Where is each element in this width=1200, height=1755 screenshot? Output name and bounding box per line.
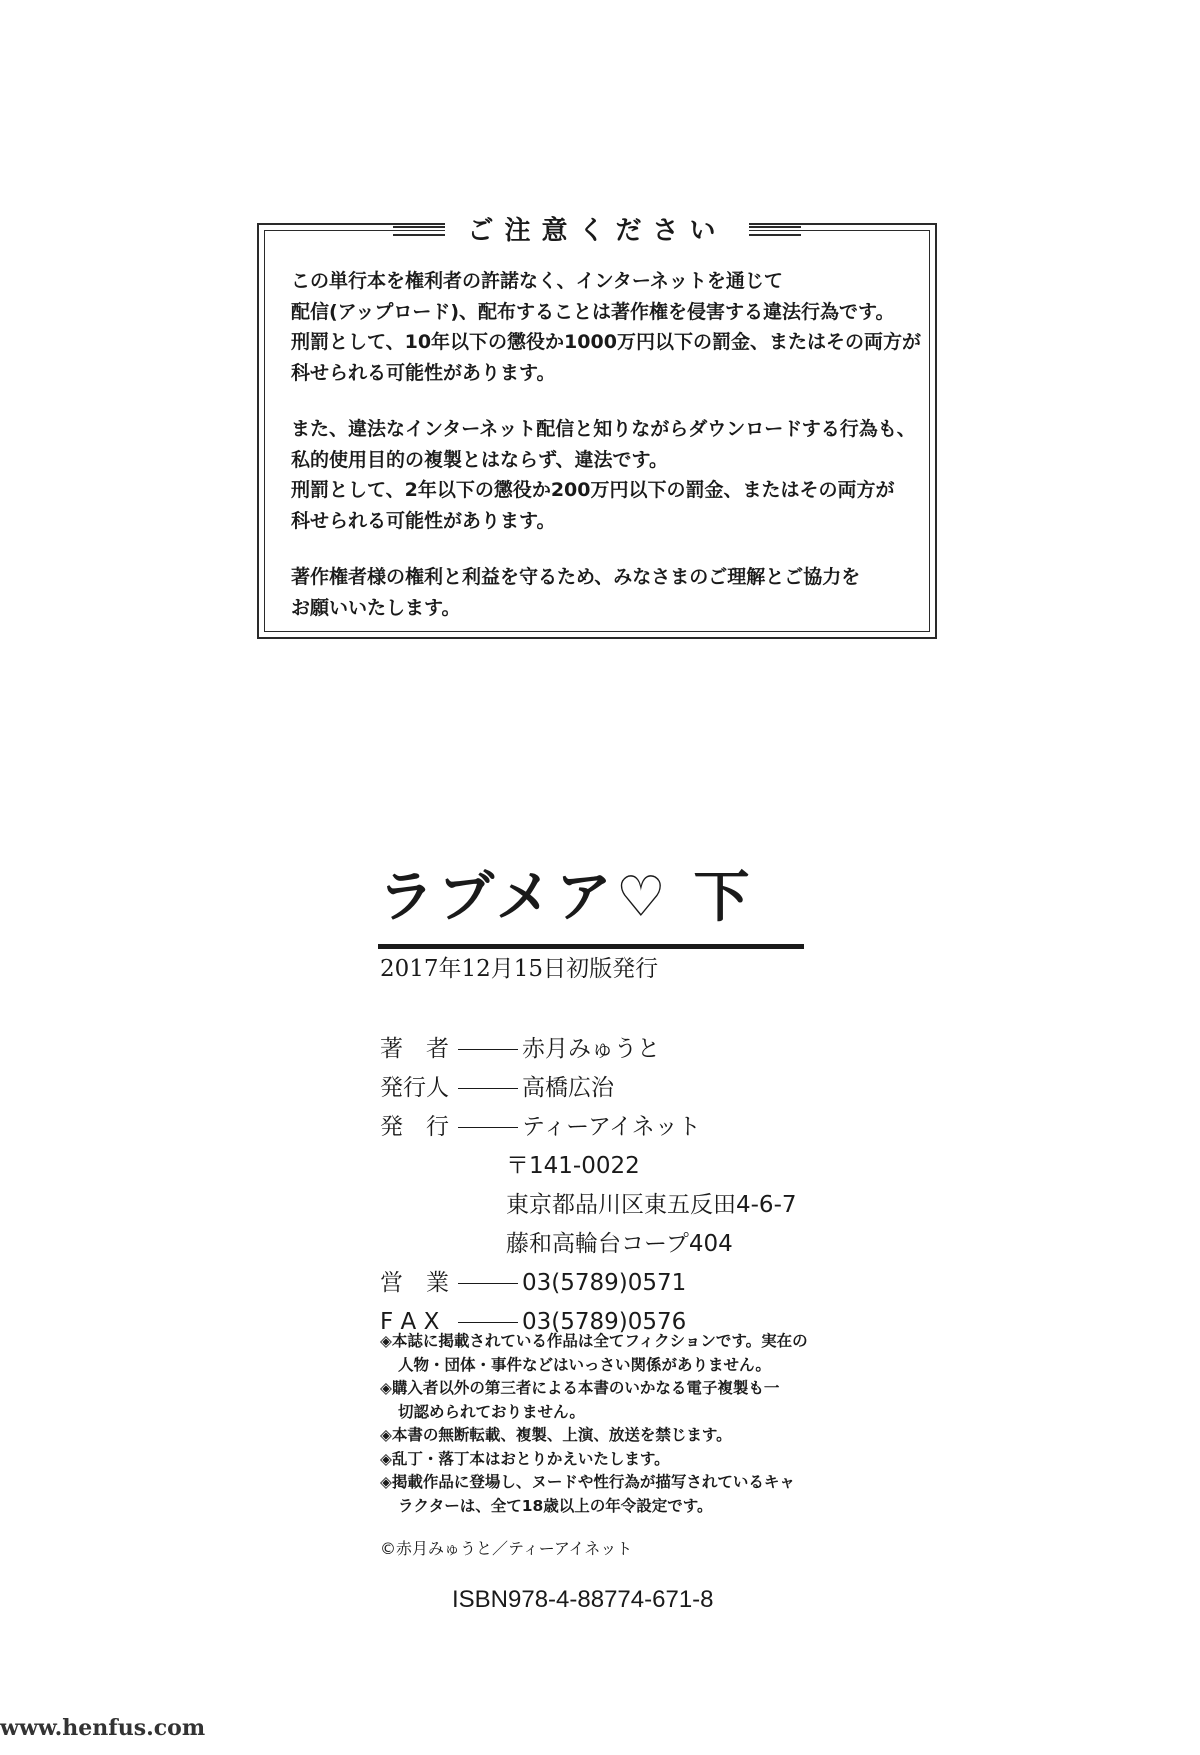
notice-line: 科せられる可能性があります。 bbox=[291, 509, 556, 532]
fax-number: 03(5789)0576 bbox=[522, 1309, 687, 1335]
note-line: 切認められておりません。 bbox=[398, 1402, 585, 1421]
notice-line: 著作権者様の権利と利益を守るため、みなさまのご理解とご協力を bbox=[291, 566, 861, 588]
watermark: www.henfus.com bbox=[0, 1715, 206, 1741]
edition-date: 2017年12月15日初版発行 bbox=[380, 956, 659, 982]
publisher-person-name: 高橋広治 bbox=[522, 1075, 614, 1101]
note-line: ◈掲載作品に登場し、ヌードや性行為が描写されているキャ bbox=[380, 1473, 795, 1491]
notice-line: 私的使用目的の複製とはならず、違法です。 bbox=[291, 448, 668, 471]
fine-print-notes bbox=[380, 1330, 840, 1518]
publisher-person-label: 発行人 bbox=[380, 1075, 449, 1101]
notice-line: お願いいたします。 bbox=[291, 596, 461, 619]
notice-box bbox=[257, 216, 937, 639]
title-rule bbox=[378, 944, 804, 949]
author-row bbox=[380, 1030, 797, 1069]
book-title: ラブメア♡ 下 bbox=[378, 864, 754, 930]
postal-code: 〒141-0022 bbox=[506, 1153, 640, 1179]
author-name: 赤月みゅうと bbox=[522, 1036, 660, 1062]
notice-line: また、違法なインターネット配信と知りながらダウンロードする行為も、 bbox=[291, 418, 916, 440]
notice-title: ご注意ください bbox=[445, 211, 748, 251]
copyright: ©赤月みゅうと／ティーアイネット bbox=[380, 1539, 633, 1558]
sales-phone: 03(5789)0571 bbox=[522, 1270, 687, 1296]
note-line: ◈購入者以外の第三者による本書のいかなる電子複製も一 bbox=[380, 1379, 780, 1397]
fax-label: F A X bbox=[380, 1309, 440, 1335]
dash-leader bbox=[458, 1283, 518, 1303]
notice-line: この単行本を権利者の許諾なく、インターネットを通じて bbox=[291, 270, 783, 292]
publisher-person-row bbox=[380, 1069, 797, 1108]
notice-line: 刑罰として、10年以下の懲役か1000万円以下の罰金、またはその両方が bbox=[291, 331, 921, 353]
title-dash-right bbox=[749, 226, 801, 236]
address-line-2: 藤和高輪台コープ404 bbox=[506, 1231, 733, 1257]
address-line-1: 東京都品川区東五反田4-6-7 bbox=[506, 1192, 797, 1218]
isbn: ISBN978-4-88774-671-8 bbox=[452, 1586, 714, 1613]
sales-row bbox=[380, 1264, 797, 1303]
sales-label: 営 業 bbox=[380, 1270, 449, 1296]
note-line: 人物・団体・事件などはいっさい関係がありません。 bbox=[398, 1355, 771, 1374]
note-line: ラクターは、全て18歳以上の年令設定です。 bbox=[398, 1496, 713, 1515]
dash-leader bbox=[458, 1127, 518, 1147]
dash-leader bbox=[458, 1049, 518, 1069]
notice-inner-frame bbox=[264, 216, 930, 632]
title-dash-left bbox=[393, 226, 445, 236]
notice-line: 科せられる可能性があります。 bbox=[291, 361, 556, 384]
notice-line: 刑罰として、2年以下の懲役か200万円以下の罰金、またはその両方が bbox=[291, 479, 895, 501]
dash-leader bbox=[458, 1088, 518, 1108]
note-line: ◈本誌に掲載されている作品は全てフィクションです。実在の bbox=[380, 1332, 808, 1350]
publisher-label: 発 行 bbox=[380, 1114, 449, 1140]
publisher-name: ティーアイネット bbox=[522, 1114, 701, 1140]
publication-info bbox=[380, 1030, 797, 1342]
notice-line: 配信(アップロード)、配布することは著作権を侵害する違法行為です。 bbox=[291, 300, 895, 323]
note-line: ◈本書の無断転載、複製、上演、放送を禁じます。 bbox=[380, 1426, 732, 1444]
notice-title-row bbox=[265, 211, 929, 251]
note-line: ◈乱丁・落丁本はおとりかえいたします。 bbox=[380, 1449, 670, 1468]
notice-body bbox=[291, 266, 919, 623]
author-label: 著 者 bbox=[380, 1036, 449, 1062]
publisher-row bbox=[380, 1108, 797, 1147]
